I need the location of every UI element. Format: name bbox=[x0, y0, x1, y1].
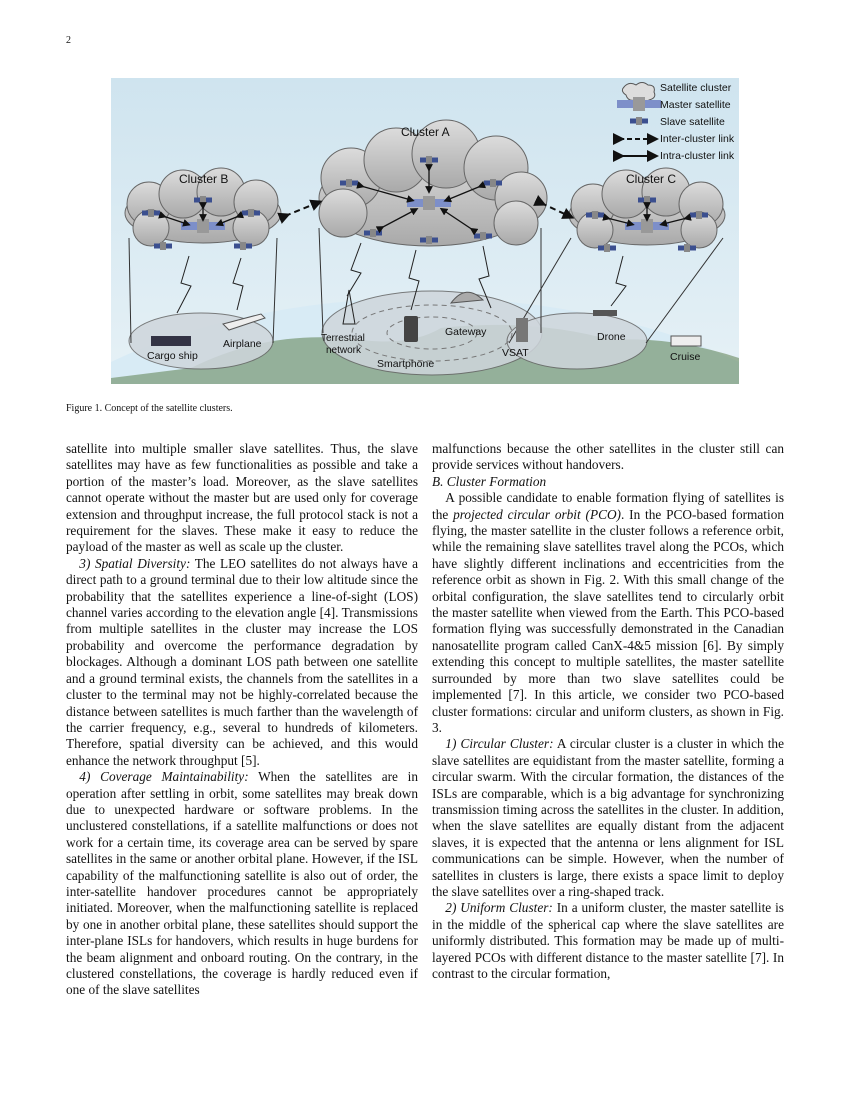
satellite-cluster-figure bbox=[111, 78, 739, 384]
label-vsat: VSAT bbox=[502, 347, 529, 359]
paragraph: satellite into multiple smaller slave satellites. Thus, the slave satellites may have as few functionalities as possible and take a portion of the master’s load. Moreover, as the slave satellites cannot operate without the master but are used only for coverage extension and throughput increase, the full protocol stack is not a requirement for the slaves. These make it easy to reduce the payload of the master as well as scale up the cluster. bbox=[66, 441, 418, 555]
paragraph bbox=[432, 900, 784, 982]
label-network: network bbox=[326, 345, 362, 356]
legend-slave-satellite: Slave satellite bbox=[660, 116, 725, 128]
vsat-icon bbox=[516, 318, 528, 342]
label-airplane: Airplane bbox=[223, 338, 262, 350]
figure-illustration bbox=[111, 78, 739, 384]
paragraph bbox=[432, 736, 784, 900]
right-column bbox=[432, 441, 784, 982]
paragraph-text: . In the PCO-based formation flying, the master satellite in the cluster follows a reference orbit, while the remaining slave satellites travel along the PCOs, which have slightly different inclinations and eccentricities from the reference orbit as shown in Fig. 2. With this small change of the orbital configuration, the slave satellites tend to circularly orbit the master satellite when viewed from the Earth. This PCO-based formation flying was successfully demonstrated in the Canadian nanosatellite program called CanX-4&5 mission [6]. By simply extending this concept to multiple satellites, the master satellite surrounded by more than two slave satellites could be implemented [7]. In this article, we consider two PCO-based cluster formations: circular and uniform clusters, as shown in Fig. 3. bbox=[432, 506, 784, 735]
cluster-a-label: Cluster A bbox=[401, 125, 450, 139]
subsection-heading: 1) Circular Cluster: bbox=[445, 736, 554, 752]
legend-master-satellite: Master satellite bbox=[660, 99, 731, 111]
smartphone-icon bbox=[404, 316, 418, 342]
paragraph: malfunctions because the other satellites in the cluster still can provide services without handovers. bbox=[432, 441, 784, 473]
emphasized-term: projected circular orbit (PCO) bbox=[453, 506, 621, 522]
paragraph-text: The LEO satellites do not always have a direct path to a ground terminal due to their low altitude since the probability that the satellites experience a line-of-sight (LOS) channel varies according to the elevation angle [4]. Transmissions from multiple satellites in the cluster may increase the LOS probability and overcome the performance degradation by blockages. Although a dominant LOS path between one satellite and a ground terminal exists, the channels from the satellites in a cluster to the terminal may not be highly-correlated because the distance between satellites is much farther than the wavelength of the carrier frequency, e.g., several to hundreds of kilometers. Therefore, spatial diversity can be achieved, and this would enhance the network throughput [5]. bbox=[66, 555, 418, 768]
cluster-c-label: Cluster C bbox=[626, 172, 677, 186]
paragraph bbox=[432, 490, 784, 736]
subsection-heading: 4) Coverage Maintainability: bbox=[79, 769, 249, 785]
paragraph-text: When the satellites are in operation after settling in orbit, some satellites may break down due to unexpected hardware or software problems. In the unclustered constellations, if a satellite malfunctions or does not work for a certain time, its coverage area can be served by spare satellites in the same or another orbital plane. However, if the ISL capability of the malfunctioning satellite is also out of order, the inter-satellite handover procedures cannot be appropriately initiated. Moreover, when the malfunctioning satellite is replaced by one in another orbital plane, these satellites should support the inter-plane ISLs for handovers, which results in huge burdens for the beam alignment and onboard routing. On the contrary, in the clustered constellations, the coverage is hardly reduced even if one of the slave satellites bbox=[66, 769, 419, 998]
left-column bbox=[66, 441, 418, 999]
cargo-ship-icon bbox=[151, 336, 191, 346]
label-terrestrial: Terrestrial bbox=[321, 333, 365, 344]
figure-caption: Figure 1. Concept of the satellite clusters. bbox=[66, 403, 233, 414]
paragraph-text: A possible candidate to enable formation flying of satellites is the bbox=[432, 490, 784, 522]
cluster-b-label: Cluster B bbox=[179, 172, 229, 186]
label-drone: Drone bbox=[597, 331, 626, 343]
paragraph bbox=[66, 556, 418, 769]
label-cargo-ship: Cargo ship bbox=[147, 350, 198, 362]
paragraph-text: In a uniform cluster, the master satellite is in the middle of the spherical cap where the slave satellites are uniformly distributed. This formation may be made up of multi-layered PCOs with different distance to the master satellite [7]. In contrast to the circular formation, bbox=[432, 900, 784, 981]
label-cruise: Cruise bbox=[670, 351, 701, 363]
paragraph bbox=[66, 769, 418, 999]
paragraph-text: A circular cluster is a cluster in which the slave satellites are equidistant from the master satellite, forming a circular swarm. With the circular formation, the distances of the ISLs are comparable, which is a big advantage for synchronizing transmission timing across the satellites in the cluster. In addition, when the slave satellites are equally distant from the adjacent slaves, it is expected that the antenna or lens alignment for ISL communications can be simple. However, when the number of satellites in clusters is large, there exists a space limit to deploy the slave satellites over a ring-shaped track. bbox=[432, 736, 784, 899]
legend-satellite-cluster: Satellite cluster bbox=[660, 82, 732, 94]
page-number: 2 bbox=[66, 35, 71, 46]
subsection-heading: 3) Spatial Diversity: bbox=[79, 555, 191, 571]
subsection-heading: 2) Uniform Cluster: bbox=[445, 900, 553, 916]
label-gateway: Gateway bbox=[445, 326, 487, 338]
cruise-ship-icon bbox=[671, 336, 701, 346]
drone-icon bbox=[593, 310, 617, 316]
legend-intra-cluster-link: Intra-cluster link bbox=[660, 150, 735, 162]
figure-legend bbox=[617, 82, 735, 162]
legend-inter-cluster-link: Inter-cluster link bbox=[660, 133, 735, 145]
section-heading: B. Cluster Formation bbox=[432, 473, 547, 489]
label-smartphone: Smartphone bbox=[377, 358, 435, 370]
